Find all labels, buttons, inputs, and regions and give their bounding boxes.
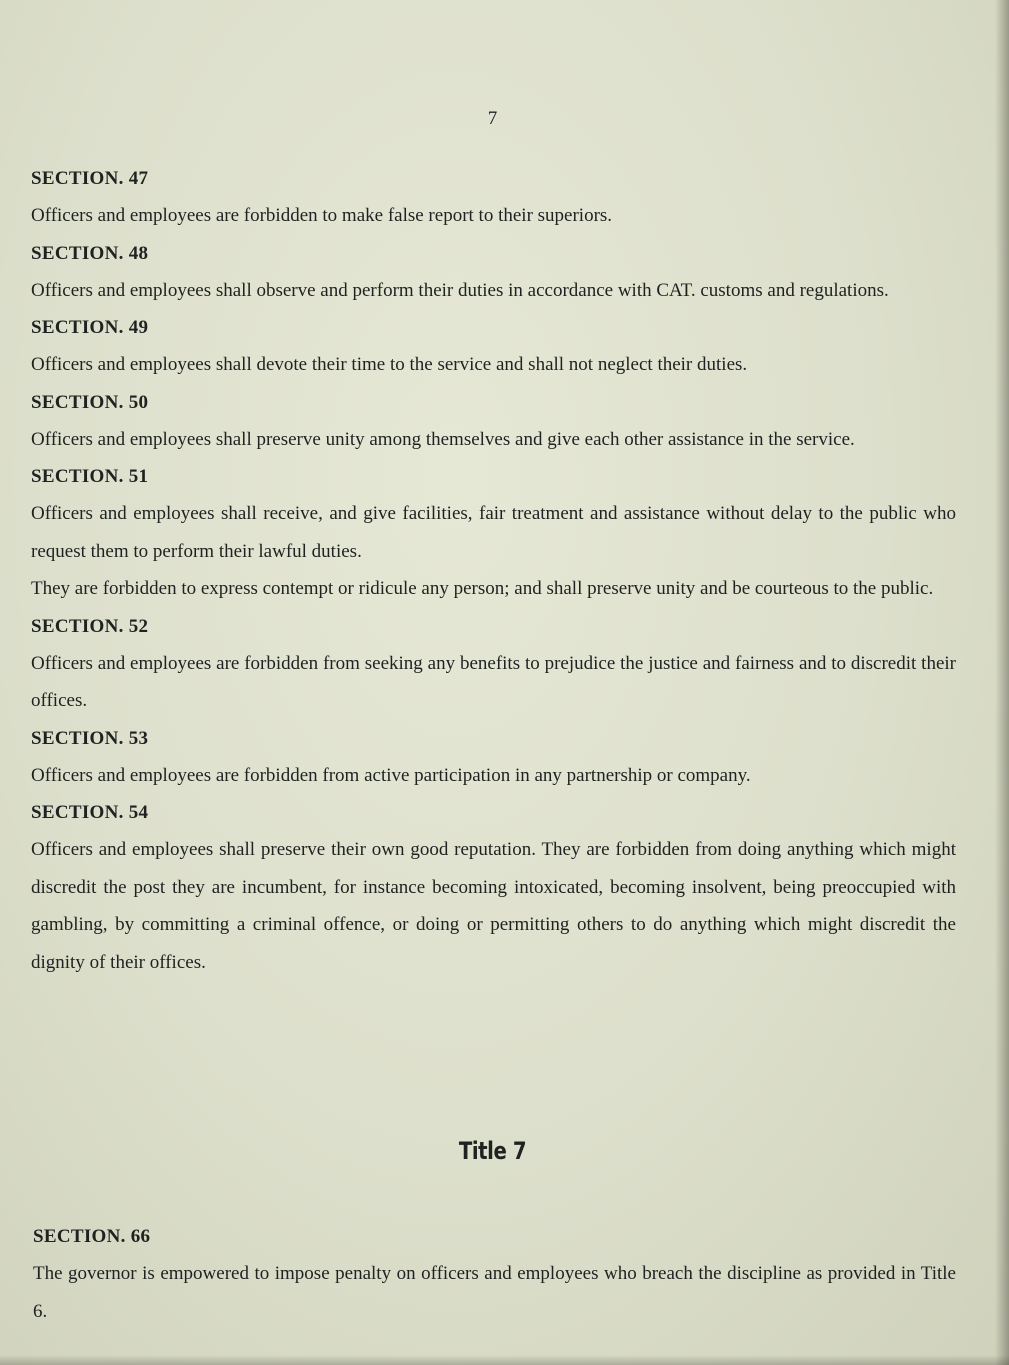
section-53 (31, 720, 956, 795)
section-47 (31, 160, 956, 235)
section-text: Officers and employees shall preserve their own good reputation. They are forbidden from doing anything which might discredit the post they are incumbent, for instance becoming intoxicated, becoming insolvent, being preoccupied with gambling, by committing a criminal offence, or doing or permitting others to do anything which might discredit the dignity of their offices. (31, 839, 956, 973)
section-49 (31, 309, 956, 384)
section-48 (31, 235, 956, 310)
section-heading: SECTION. 66 (33, 1226, 151, 1247)
section-52 (31, 608, 956, 720)
section-54 (31, 794, 956, 981)
section-text: Officers and employees shall observe and perform their duties in accordance with CAT. customs and regulations. (31, 279, 889, 301)
section-text: Officers and employees are forbidden from seeking any benefits to prejudice the justice and fairness and to discredit their offices. (31, 652, 956, 711)
page-bottom-shadow (0, 1355, 1009, 1365)
section-heading: SECTION. 51 (31, 466, 149, 487)
section-heading: SECTION. 47 (31, 168, 149, 189)
page-edge-shadow (995, 0, 1009, 1365)
title-sections (33, 1218, 956, 1330)
section-text: The governor is empowered to impose penalty on officers and employees who breach the discipline as provided in Title 6. (33, 1263, 956, 1322)
section-heading: SECTION. 50 (31, 391, 149, 413)
section-text: Officers and employees are forbidden from active participation in any partnership or company. (31, 764, 751, 786)
page-number: 7 (487, 108, 498, 129)
section-66 (33, 1218, 956, 1330)
section-text: They are forbidden to express contempt or ridicule any person; and shall preserve unity and be courteous to the public. (31, 578, 934, 599)
title-heading: Title 7 (458, 1137, 527, 1165)
sections-list (31, 160, 956, 981)
section-text: Officers and employees shall devote their time to the service and shall not neglect their duties. (31, 354, 748, 375)
section-50 (31, 384, 956, 459)
section-heading: SECTION. 54 (31, 802, 149, 823)
section-text: Officers and employees shall receive, and give facilities, fair treatment and assistance without delay to the public who request them to perform their lawful duties. (31, 503, 956, 562)
section-51 (31, 458, 956, 608)
section-heading: SECTION. 49 (31, 317, 149, 338)
section-text: Officers and employees shall preserve unity among themselves and give each other assistance in the service. (31, 428, 855, 450)
section-text: Officers and employees are forbidden to make false report to their superiors. (31, 205, 613, 226)
section-heading: SECTION. 52 (31, 615, 149, 637)
section-heading: SECTION. 48 (31, 242, 149, 264)
section-heading: SECTION. 53 (31, 727, 149, 749)
